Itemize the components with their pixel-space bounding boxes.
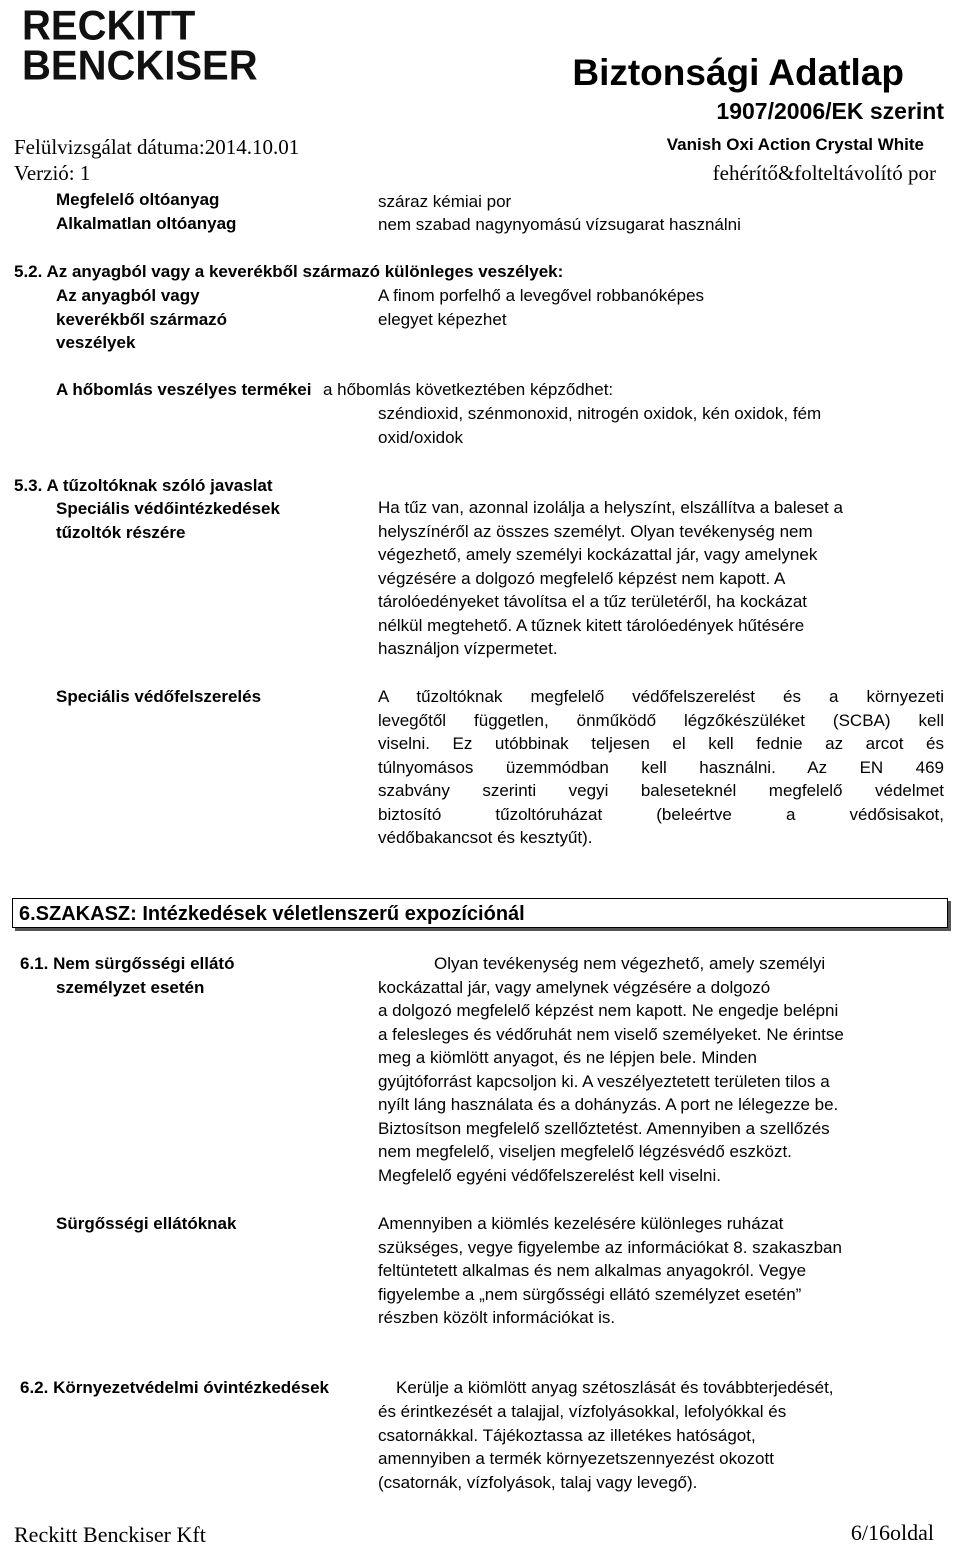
- decomposition-label: A hőbomlás veszélyes termékei: [56, 380, 312, 399]
- logo-line-2: BENCKISER: [22, 42, 258, 90]
- section-5-2-heading: 5.2. Az anyagból vagy a keverékből származó különleges veszélyek:: [14, 262, 564, 281]
- section-6-2-value-line-1: Kerülje a kiömlött anyag szétoszlását és továbbterjedését,: [396, 1378, 834, 1397]
- revision-date: Felülvizsgálat dátuma:2014.10.01: [14, 135, 300, 159]
- section-6-1-value: Olyan tevékenység nem végezhető, amely személyi kockázattal jár, vagy amelynek végzésére a dolgozó a dolgozó megfelelő képzést nem kapott. Ne engedje belépni a felesleges és védőruhát nem viselő személyeket. Ne érintse meg a kiömlött anyagot, és ne lépjen bele. Minden gyújtóforrást kapcsoljon ki. A veszélyeztetett területen tilos a nyílt láng használata és a dohányzás. A port ne lélegezze be. Biztosítson megfelelő szellőztetést. Amennyiben a szellőzés nem megfelelő, viseljen megfelelő légzésvédő eszközt. Megfelelő egyéni védőfelszerelést kell viselni.: [378, 954, 844, 1185]
- equipment-label: Speciális védőfelszerelés: [56, 687, 262, 706]
- page-number: 6/16oldal: [850, 1520, 934, 1545]
- product-type: fehérítő&folteltávolító por: [712, 161, 936, 185]
- document-title: Biztonsági Adatlap: [572, 52, 904, 93]
- section-5-3-heading: 5.3. A tűzoltóknak szóló javaslat: [14, 476, 273, 495]
- precautions-value: Ha tűz van, azonnal izolálja a helyszínt, elszállítva a baleset a helyszínéről az összes személyt. Olyan tevékenység nem végezhető, amely személyi kockázattal jár, vagy amelynek végzésére a dolgozó megfelelő képzést nem kapott. A tárolóedényeket távolítsa el a tűz területéről, ha kockázat nélkül megtehető. A tűznek kitett tárolóedények hűtésére használjon vízpermetet.: [378, 498, 843, 658]
- suitable-media-value: száraz kémiai por: [378, 192, 512, 211]
- section-6-heading: 6.SZAKASZ: Intézkedések véletlenszerű expozíciónál: [12, 898, 948, 928]
- regulation-reference: 1907/2006/EK szerint: [716, 98, 944, 124]
- section-6-2-value: és érintkezését a talajjal, vízfolyásokkal, lefolyókkal és csatornákkal. Tájékoztassa az illetékes hatóságot, amennyiben a termék környezetszennyezést okozott (csatornák, vízfolyások, talaj vagy levegő).: [378, 1402, 787, 1492]
- equipment-value: A tűzoltóknak megfelelő védőfelszerelést és a környezeti levegőtől független, önműködő légzőkészüléket (SCBA) kell viselni. Ez utóbbinak teljesen el kell fednie az arcot és túlnyomásos üzemmódban kell használni. Az EN 469 szabvány szerinti vegyi baleseteknél megfelelő védelmet biztosító tűzoltóruházat (beleértve a védősisakot, védőbakancsot és kesztyűt).: [378, 687, 944, 847]
- suitable-media-label: Megfelelő oltóanyag: [56, 190, 220, 209]
- unsuitable-media-value: nem szabad nagynyomású vízsugarat használni: [378, 215, 741, 234]
- precautions-label: Speciális védőintézkedések tűzoltók részére: [56, 499, 280, 542]
- company-logo: [22, 2, 258, 90]
- emergency-responders-label: Sürgősségi ellátóknak: [56, 1214, 237, 1233]
- version: Verzió: 1: [14, 161, 91, 185]
- footer-company: Reckitt Benckiser Kft: [14, 1522, 206, 1547]
- section-6-2-label: 6.2. Környezetvédelmi óvintézkedések: [20, 1378, 329, 1397]
- decomposition-value-line-1: a hőbomlás következtében képződhet:: [323, 380, 614, 399]
- logo-line-1: RECKITT: [22, 2, 196, 50]
- section-6-1-label: 6.1. Nem sürgősségi ellátó személyzet esetén: [20, 954, 235, 997]
- unsuitable-media-label: Alkalmatlan oltóanyag: [56, 214, 237, 233]
- emergency-responders-value: Amennyiben a kiömlés kezelésére különleges ruházat szükséges, vegye figyelembe az információkat 8. szakaszban feltüntetett alkalmas és nem alkalmas anyagokról. Vegye figyelembe a „nem sürgősségi ellátó személyzet esetén” részben közölt információkat is.: [378, 1214, 842, 1327]
- product-name: Vanish Oxi Action Crystal White: [666, 135, 924, 154]
- decomposition-value: széndioxid, szénmonoxid, nitrogén oxidok, kén oxidok, fém oxid/oxidok: [378, 404, 822, 447]
- hazard-label: Az anyagból vagy keverékből származó veszélyek: [56, 286, 228, 352]
- hazard-value: A finom porfelhő a levegővel robbanóképes elegyet képezhet: [378, 286, 705, 329]
